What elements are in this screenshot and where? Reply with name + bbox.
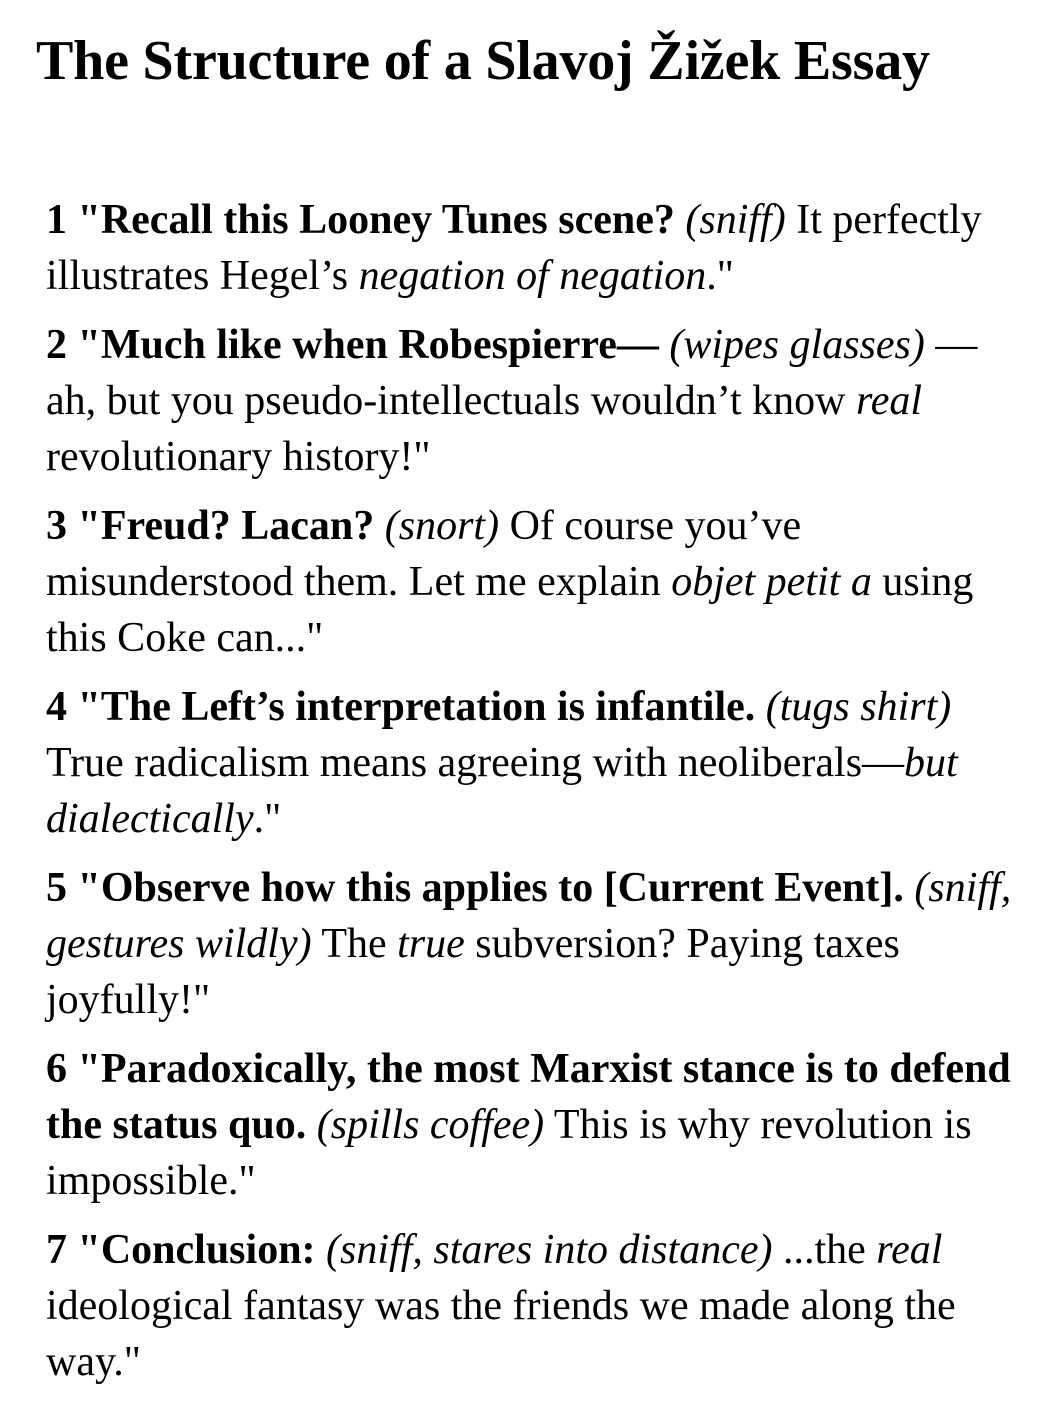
- body-text: .": [253, 796, 282, 842]
- list-item: [46, 498, 1018, 666]
- italic-text: true: [397, 921, 465, 967]
- body-text: It perfectly illustrates Hegel’s: [46, 197, 982, 299]
- body-text: —ah, but you pseudo-intellectuals wouldn’t know: [46, 322, 978, 424]
- body-text: subversion? Paying taxes joyfully!": [46, 921, 900, 1023]
- italic-text: real: [855, 378, 923, 424]
- body-text: using this Coke can...": [46, 559, 974, 661]
- italic-text: (snort): [384, 503, 500, 549]
- body-text: ideological fantasy was the friends we made along the way.": [46, 1283, 956, 1385]
- body-text: [374, 503, 385, 549]
- body-text: [306, 1102, 317, 1148]
- body-text: ...the: [772, 1227, 877, 1273]
- document-title: The Structure of a Slavoj Žižek Essay: [36, 30, 930, 92]
- body-text: The: [311, 921, 398, 967]
- italic-text: real: [876, 1227, 943, 1273]
- italic-text: objet petit a: [671, 559, 872, 605]
- bold-text: Freud? Lacan?: [100, 503, 375, 549]
- italic-text: (spills coffee): [316, 1102, 545, 1148]
- bold-text: 2 ": [46, 322, 101, 368]
- italic-text: (sniff, gestures wildly): [46, 865, 1012, 967]
- bold-text: Conclusion:: [100, 1227, 316, 1273]
- bold-text: 3 ": [46, 503, 101, 549]
- bold-text: The Left’s interpretation is infantile.: [100, 684, 756, 730]
- italic-text: (sniff): [685, 197, 786, 243]
- bold-text: 1 ": [46, 197, 101, 243]
- body-text: Of course you’ve misunderstood them. Let me explain: [46, 503, 802, 605]
- bold-text: 4 ": [46, 684, 101, 730]
- italic-text: negation of negation: [358, 253, 707, 299]
- list-item: [46, 860, 1018, 1028]
- italic-text: (tugs shirt): [765, 684, 952, 730]
- body-text: [316, 1227, 327, 1273]
- essay-steps-list: [46, 192, 1018, 1403]
- bold-text: Paradoxically, the most Marxist stance is to defend the status quo.: [46, 1046, 1011, 1148]
- body-text: This is why revolution is impossible.": [46, 1102, 972, 1204]
- body-text: True radicalism means agreeing with neoliberals—: [46, 740, 905, 786]
- list-item: [46, 317, 1018, 485]
- body-text: [904, 865, 915, 911]
- list-item: [46, 1041, 1018, 1209]
- bold-text: Much like when Robespierre—: [100, 322, 659, 368]
- body-text: [659, 322, 670, 368]
- bold-text: 7 ": [46, 1227, 101, 1273]
- bold-text: Observe how this applies to [Current Event].: [100, 865, 904, 911]
- bold-text: 6 ": [46, 1046, 101, 1092]
- italic-text: (sniff, stares into distance): [326, 1227, 773, 1273]
- body-text: .": [706, 253, 734, 299]
- bold-text: 5 ": [46, 865, 101, 911]
- italic-text: (wipes glasses): [669, 322, 925, 368]
- list-item: [46, 1222, 1018, 1390]
- list-item: [46, 192, 1018, 304]
- body-text: [755, 684, 766, 730]
- bold-text: Recall this Looney Tunes scene?: [100, 197, 675, 243]
- list-item: [46, 679, 1018, 847]
- body-text: [675, 197, 686, 243]
- italic-text: but dialectically: [46, 740, 958, 842]
- body-text: revolutionary history!": [46, 434, 431, 480]
